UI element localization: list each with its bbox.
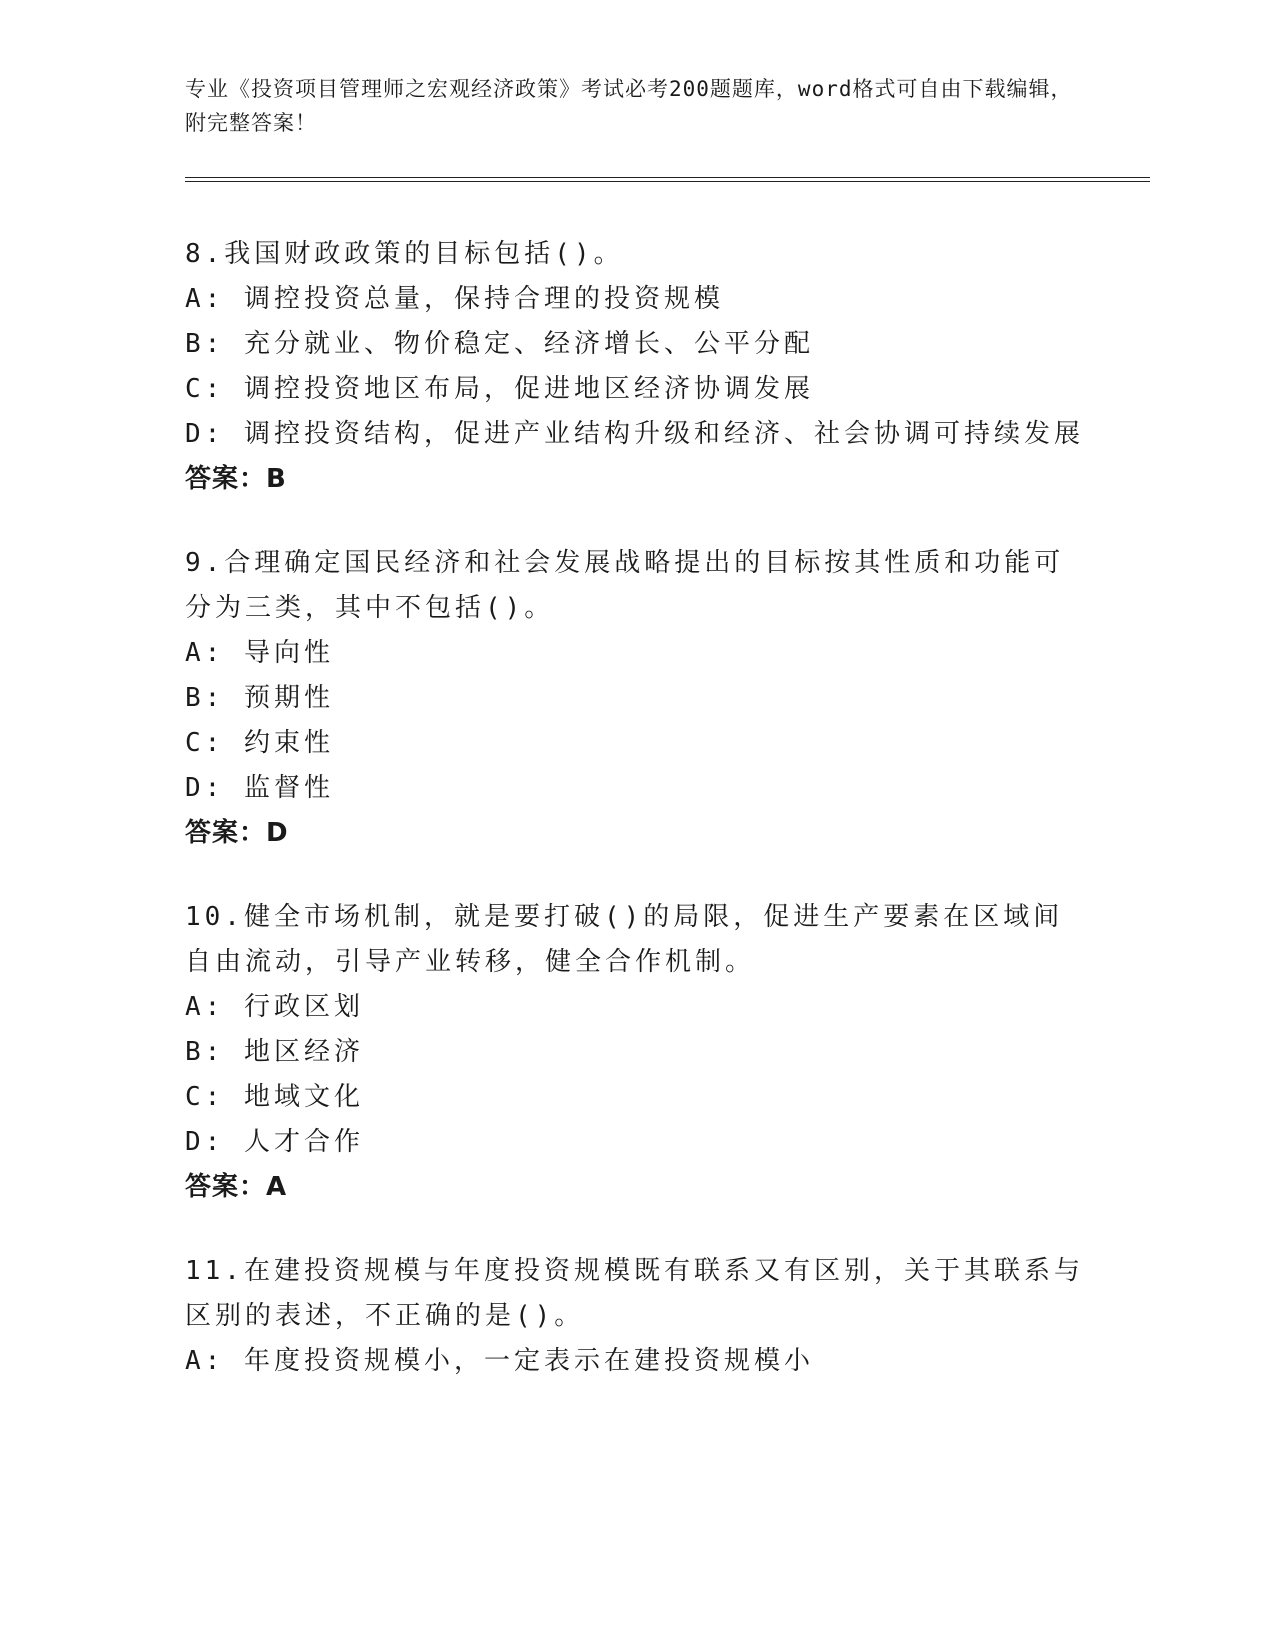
question-item: [185, 541, 1090, 856]
option-d: D: 调控投资结构，促进产业结构升级和经济、社会协调可持续发展: [185, 419, 1084, 449]
option-a: A: 年度投资规模小，一定表示在建投资规模小: [185, 1346, 814, 1376]
option-b: B: 地区经济: [185, 1037, 364, 1067]
option-a: A: 行政区划: [185, 992, 364, 1022]
question-text: 11.在建投资规模与年度投资规模既有联系又有区别，关于其联系与区别的表述，不正确的是()。: [185, 1256, 1084, 1331]
option-c: C: 地域文化: [185, 1082, 364, 1112]
option-d: D: 人才合作: [185, 1127, 364, 1157]
header-divider-bottom: [185, 181, 1150, 182]
option-b: B: 预期性: [185, 683, 334, 713]
header-divider-top: [185, 177, 1150, 178]
question-text: 8.我国财政政策的目标包括()。: [185, 239, 624, 269]
option-d: D: 监督性: [185, 773, 334, 803]
option-c: C: 调控投资地区布局，促进地区经济协调发展: [185, 374, 814, 404]
question-item: [185, 1249, 1090, 1384]
answer-label: 答案：D: [185, 818, 289, 848]
option-a: A: 调控投资总量，保持合理的投资规模: [185, 284, 724, 314]
question-item: [185, 895, 1090, 1210]
option-b: B: 充分就业、物价稳定、经济增长、公平分配: [185, 329, 814, 359]
option-a: A: 导向性: [185, 638, 334, 668]
question-item: [185, 232, 1090, 502]
answer-label: 答案：A: [185, 1172, 288, 1202]
answer-label: 答案：B: [185, 464, 287, 494]
question-text: 10.健全市场机制，就是要打破()的局限，促进生产要素在区域间自由流动，引导产业转移，健全合作机制。: [185, 902, 1064, 977]
question-list: [185, 232, 1090, 1423]
option-c: C: 约束性: [185, 728, 334, 758]
document-intro: 专业《投资项目管理师之宏观经济政策》考试必考200题题库，word格式可自由下载编辑，附完整答案！: [185, 77, 1073, 135]
question-text: 9.合理确定国民经济和社会发展战略提出的目标按其性质和功能可分为三类，其中不包括()。: [185, 548, 1065, 623]
